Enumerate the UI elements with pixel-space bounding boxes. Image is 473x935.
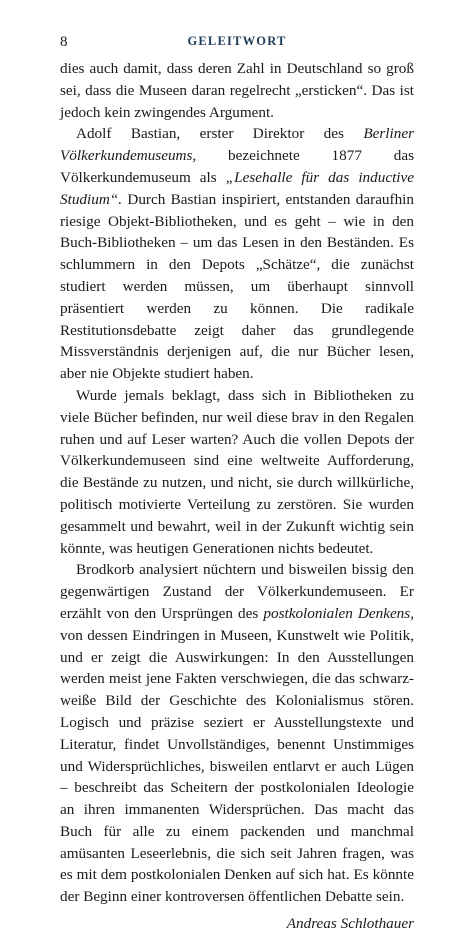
text-run: bezeichnete 1877 das Völkerkundemuseum als — [60, 147, 414, 186]
text-run: Durch Bastian inspiriert, entstanden daraufhin riesige Objekt-Bibliotheken, und es geht – wie in den Buch-Bibliotheken – um das Lesen in den Beständen. Es schlummern in den Depots „Schätze“, die zunächst studiert werden müssen, um überhaupt sinnvoll präsentiert werden zu können. Die radikale Restitutionsdebatte zeigt daher das grundlegende Missverständnis derjenigen auf, die nur Bücher lesen, aber nie Objekte studiert haben. — [60, 190, 414, 383]
paragraph-3 — [60, 385, 414, 559]
body-text — [60, 58, 414, 935]
italic-text-run: „Lesehalle für das inductive Studium“. — [60, 168, 414, 208]
chapter-title: GELEITWORT — [187, 34, 287, 48]
author-signature: Andreas Schlothauer — [286, 915, 414, 933]
italic-text-run: Berliner Völkerkundemuseums, — [60, 125, 414, 165]
text-run: Wurde jemals beklagt, dass sich in Bibliotheken zu viele Bücher befinden, nur weil diese brav in den Regalen ruhen und auf Leser warten? Auch die vollen Depots der Völkerkundemuseen sind eine weltweite Aufforderung, die Bestände zu nutzen, und nicht, sie durch willkürliche, politisch motivierte Verteilung zu zerstören. Sie wurden gesammelt und bewahrt, weil in der Zukunft wichtig sein könnte, was heutigen Generationen nichts bedeutet. — [60, 386, 414, 557]
text-run: dies auch damit, dass deren Zahl in Deutschland so groß sei, dass die Museen daran regelrecht „ersticken“. Das ist jedoch kein zwingendes Argument. — [60, 60, 414, 121]
paragraph-2 — [60, 123, 414, 385]
page-number: 8 — [60, 34, 68, 50]
paragraph-4 — [60, 559, 414, 908]
italic-text-run: postkolonialen Denkens, — [263, 604, 414, 622]
text-run: Adolf Bastian, erster Direktor des — [76, 125, 364, 143]
paragraph-1 — [60, 58, 414, 123]
running-head — [60, 34, 414, 54]
text-run: Brodkorb analysiert nüchtern und bisweilen bissig den gegenwärtigen Zustand der Völkerkundemuseen. Er erzählt von den Ursprüngen des — [60, 561, 414, 622]
text-run: von dessen Eindringen in Museen, Kunstwelt wie Politik, und er zeigt die Auswirkungen: In den Ausstellungen werden meist jene Fakten verschwiegen, die das schwarz-weiße Bild der Geschichte des Kolonialismus stören. Logisch und präzise seziert er Ausstellungstexte und Literatur, findet Unvollständiges, benennt Unstimmiges und Widersprüchliches, bisweilen entlarvt er auch Lügen – beschreibt das Scheitern der postkolonialen Ideologie an ihren immanenten Widersprüchen. Das macht das Buch für alle zu einem packenden und manchmal amüsanten Leseerlebnis, die sich seit Jahren fragen, was es mit dem postkolonialen Denken auf sich hat. Es könnte der Beginn einer kontroversen öffentlichen Debatte sein. — [60, 626, 414, 906]
